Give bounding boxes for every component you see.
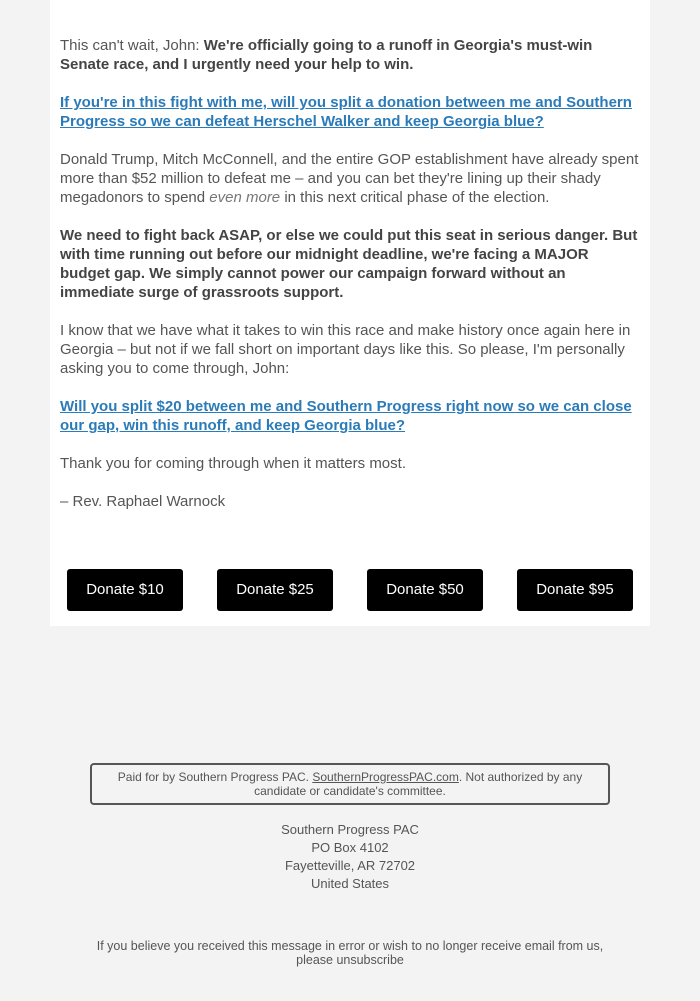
mailing-address	[50, 821, 650, 893]
donate-50-button[interactable]: Donate $50	[367, 569, 483, 611]
address-line: Southern Progress PAC	[281, 822, 419, 837]
disclaimer-text-a: Paid for by Southern Progress PAC.	[117, 770, 313, 784]
donate-button-row	[60, 569, 640, 611]
email-body	[50, 0, 650, 626]
gop-text-a: Donald Trump, Mitch McConnell, and the entire GOP establishment have already spent more than $52 million to defeat me – and you can bet they're lining up their shady megadonors to spend	[60, 151, 639, 206]
address-line: Fayetteville, AR 72702	[284, 858, 416, 873]
address-line: United States	[310, 876, 390, 891]
donation-link-paragraph-2	[60, 397, 640, 435]
split-20-link[interactable]: Will you split $20 between me and Southern Progress right now so we can close our gap, win this runoff, and keep Georgia blue?	[60, 398, 632, 434]
budget-gap-paragraph	[60, 226, 640, 302]
email-container	[50, 0, 650, 967]
signature: – Rev. Raphael Warnock	[60, 493, 226, 510]
thank-you-paragraph: Thank you for coming through when it matters most.	[60, 455, 406, 472]
intro-plain: This can't wait, John:	[60, 37, 204, 54]
budget-gap-bold: We need to fight back ASAP, or else we could put this seat in serious danger. But with time running out before our midnight deadline, we're facing a MAJOR budget gap. We simply cannot power our campaign forward without an immediate surge of grassroots support.	[60, 227, 638, 301]
even-more-italic: even more	[209, 189, 281, 206]
paid-for-disclaimer	[90, 763, 610, 805]
intro-paragraph	[60, 36, 640, 74]
donation-link-paragraph-1	[60, 93, 640, 131]
gop-text-b: in this next critical phase of the election.	[280, 189, 550, 206]
donate-95-button[interactable]: Donate $95	[517, 569, 633, 611]
pac-website-link[interactable]: SouthernProgressPAC.com	[312, 770, 459, 784]
gop-spending-paragraph	[60, 150, 640, 207]
disclaimer-text-b: . Not authorized by any candidate or candidate's committee.	[254, 770, 583, 798]
unsubscribe-notice[interactable]: If you believe you received this message in error or wish to no longer receive email from us, please unsubscribe	[96, 939, 604, 967]
donate-25-button[interactable]: Donate $25	[217, 569, 333, 611]
email-footer	[50, 626, 650, 967]
split-donation-link[interactable]: If you're in this fight with me, will you split a donation between me and Southern Progress so we can defeat Herschel Walker and keep Georgia blue?	[60, 94, 632, 130]
history-paragraph: I know that we have what it takes to win this race and make history once again here in Georgia – but not if we fall short on important days like this. So please, I'm personally asking you to come through, John:	[60, 322, 631, 377]
address-line: PO Box 4102	[311, 840, 389, 855]
intro-bold: We're officially going to a runoff in Georgia's must-win Senate race, and I urgently need your help to win.	[60, 37, 593, 73]
donate-10-button[interactable]: Donate $10	[67, 569, 183, 611]
